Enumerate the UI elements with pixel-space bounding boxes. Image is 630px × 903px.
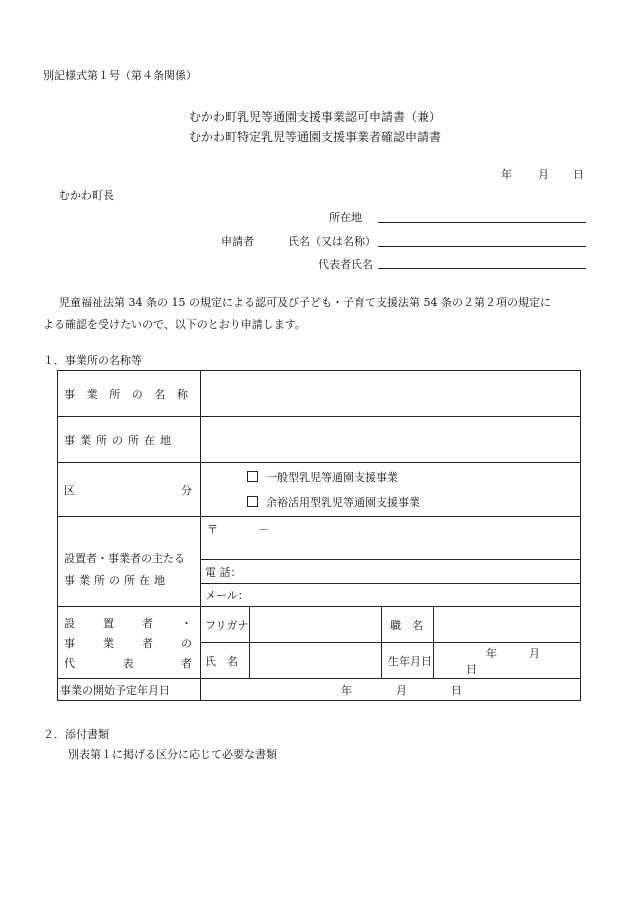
facility-name-field[interactable]: [201, 371, 581, 417]
section-2-heading: ２．添付書類: [43, 728, 109, 741]
address-line[interactable]: [378, 222, 586, 223]
birthdate-label: 生年月日: [382, 643, 434, 679]
form-number: 別記様式第１号（第４条関係）: [43, 69, 197, 82]
position-label: 職 名: [382, 607, 434, 643]
furigana-label: フリガナ: [201, 607, 250, 643]
postal-field[interactable]: 〒 －: [201, 517, 581, 560]
start-date-field[interactable]: 年 月 日: [201, 679, 581, 701]
section-1-heading: １．事業所の名称等: [43, 354, 142, 367]
name-label: 氏名（又は名称）: [288, 235, 376, 248]
section-2-text: 別表第１に掲げる区分に応じて必要な書類: [68, 748, 277, 761]
date-day: 日: [573, 168, 584, 181]
rep-name-field[interactable]: [250, 643, 382, 679]
start-date-label: 事業の開始予定年月日: [58, 679, 201, 701]
furigana-field[interactable]: [250, 607, 382, 643]
title-line-2: むかわ町特定乳児等通園支援事業者確認申請書: [188, 130, 441, 144]
category-label: 区 分: [58, 463, 201, 517]
facility-name-label: 事 業 所 の 名 称: [58, 371, 201, 417]
statement-line-1: 児童福祉法第 34 条の 15 の規定による認可及び子ども・子育て支援法第 54 条の２第２項の規定に: [59, 296, 551, 309]
statement-line-2: よる確認を受けたいので、以下のとおり申請します。: [43, 318, 306, 331]
category-field: [201, 463, 581, 517]
date-month: 月: [538, 168, 549, 181]
phone-field[interactable]: 電 話：: [201, 560, 581, 584]
facility-location-label: 事業所の所在地: [58, 417, 201, 463]
owner-address-label: 設置者・事業者の主たる 事業所の所在地: [58, 517, 201, 607]
addressee: むかわ町長: [59, 189, 114, 202]
birthdate-field[interactable]: 年 月日: [434, 643, 581, 679]
representative-table-label: 設 置 者 ・ 事 業 者 の 代 表 者: [58, 607, 201, 679]
checkbox-icon[interactable]: [247, 496, 258, 507]
checkbox-icon[interactable]: [247, 471, 258, 482]
facility-table: [57, 370, 581, 701]
position-field[interactable]: [434, 607, 581, 643]
category-option-general[interactable]: 一般型乳児等通園支援事業: [247, 469, 580, 485]
title-line-1: むかわ町乳児等通園支援事業認可申請書（兼）: [188, 110, 441, 124]
applicant-label: 申請者: [221, 235, 254, 248]
facility-location-field[interactable]: [201, 417, 581, 463]
representative-label: 代表者氏名: [318, 258, 373, 271]
rep-name-label: 氏 名: [201, 643, 250, 679]
name-line[interactable]: [378, 246, 586, 247]
date-year: 年: [501, 168, 512, 181]
address-label: 所在地: [329, 211, 362, 224]
email-field[interactable]: メール：: [201, 584, 581, 607]
category-option-surplus[interactable]: 余裕活用型乳児等通園支援事業: [247, 494, 580, 510]
representative-line[interactable]: [378, 268, 586, 269]
